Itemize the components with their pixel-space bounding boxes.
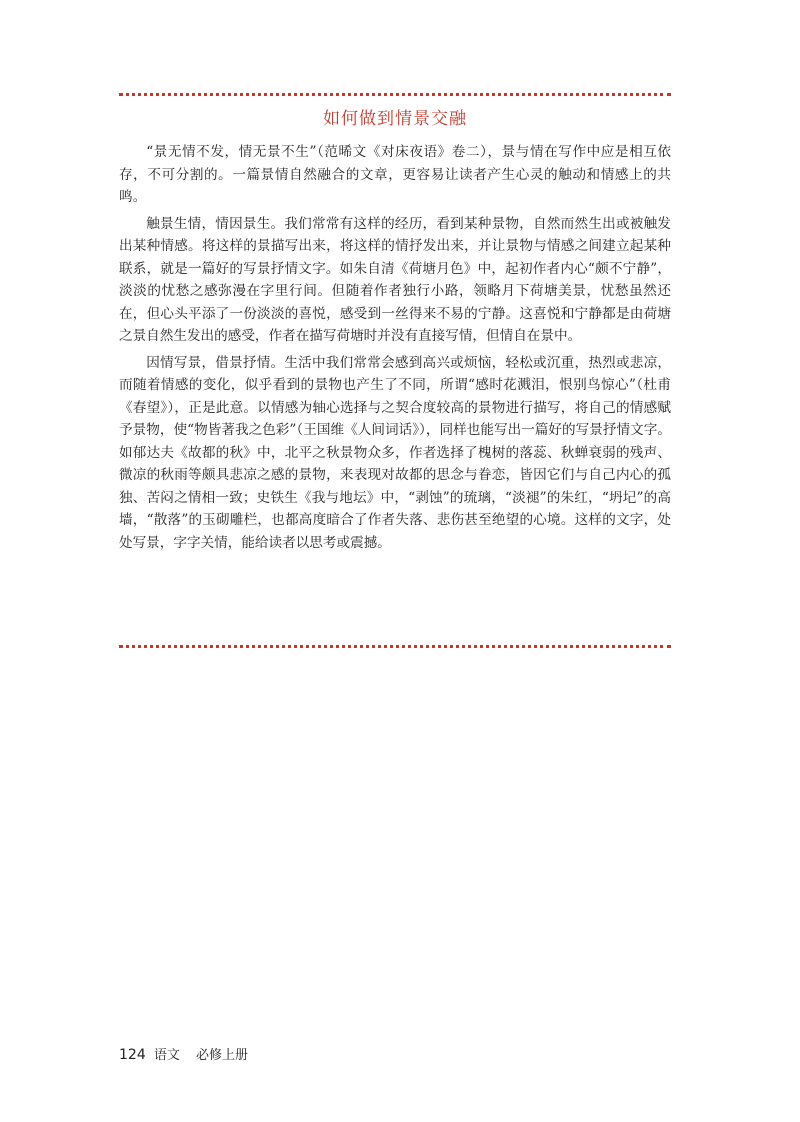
paragraph-scene-evokes-emotion: 触景生情，情因景生。我们常常有这样的经历，看到某种景物，自然而然生出或被触发出某种情感。将这样的景描写出来，将这样的情抒发出来，并让景物与情感之间建立起某种联系，就是一篇好的写景抒情文字。如朱自清《荷塘月色》中，起初作者内心“颇不宁静”，淡淡的忧愁之感弥漫在字里行间。但随着作者独行小路，领略月下荷塘美景，忧愁虽然还在，但心头平添了一份淡淡的喜悦，感受到一丝得来不易的宁静。这喜悦和宁静都是由荷塘之景自然生发出的感受，作者在描写荷塘时并没有直接写情，但情自在景中。	[119, 215, 671, 344]
top-dotted-divider	[119, 93, 671, 96]
paragraph-intro: “景无情不发，情无景不生”（范晞文《对床夜语》卷二），景与情在写作中应是相互依存，不可分割的。一篇景情自然融合的文章，更容易让读者产生心灵的触动和情感上的共鸣。	[119, 144, 671, 205]
footer-volume: 必修上册	[196, 1048, 249, 1063]
bottom-dotted-divider	[119, 645, 671, 648]
body-text	[119, 141, 671, 558]
paragraph-emotion-shapes-scene: 因情写景，借景抒情。生活中我们常常会感到高兴或烦恼，轻松或沉重，热烈或悲凉，而随着情感的变化，似乎看到的景物也产生了不同，所谓“感时花溅泪，恨别鸟惊心”（杜甫《春望》），正是此意。以情感为轴心选择与之契合度较高的景物进行描写，将自己的情感赋予景物，使“物皆著我之色彩”（王国维《人间词话》），同样也能写出一篇好的写景抒情文字。如郁达夫《故都的秋》中，北平之秋景物众多，作者选择了槐树的落蕊、秋蝉衰弱的残声、微凉的秋雨等颇具悲凉之感的景物，来表现对故都的思念与眷恋，皆因它们与自己内心的孤独、苦闷之情相一致；史铁生《我与地坛》中，“剥蚀”的琉璃，“淡褪”的朱红，“坍圮”的高墙，“散落”的玉砌雕栏，也都高度暗合了作者失落、悲伤甚至绝望的心境。这样的文字，处处写景，字字关情，能给读者以思考或震撼。	[119, 354, 671, 551]
footer-subject: 语文	[153, 1048, 180, 1063]
page-footer	[119, 1044, 248, 1063]
section-title: 如何做到情景交融	[323, 109, 467, 129]
page-number: 124	[119, 1047, 146, 1063]
